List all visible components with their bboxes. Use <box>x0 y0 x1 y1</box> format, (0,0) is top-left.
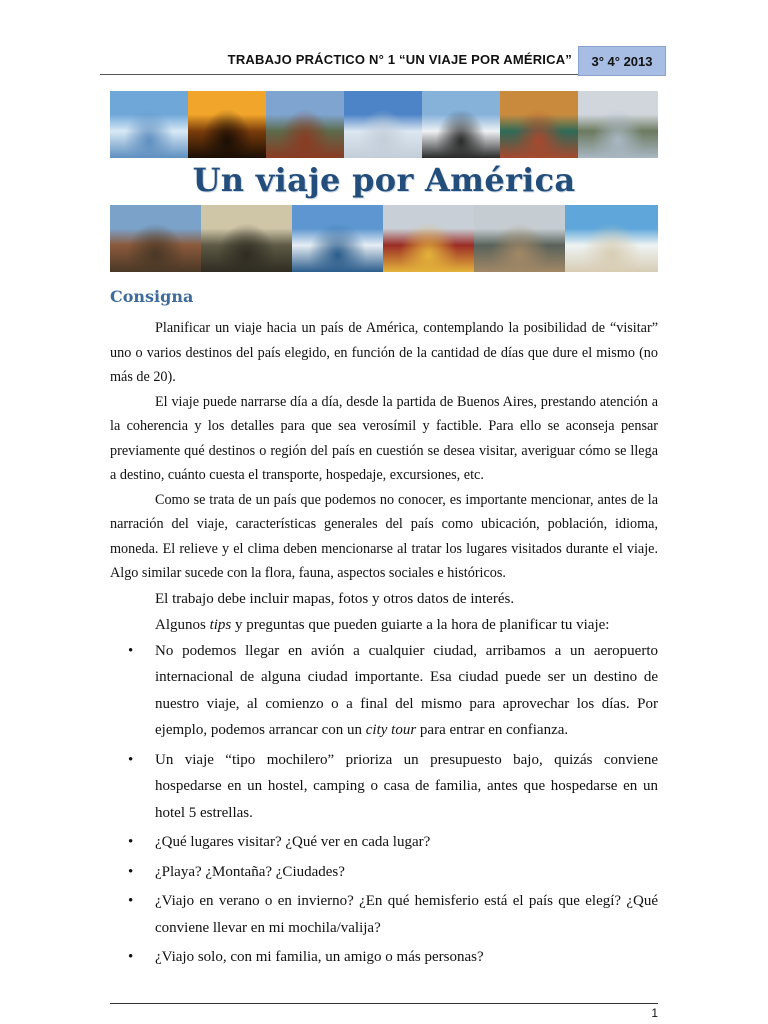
motorcycle-photo <box>422 91 500 158</box>
paragraph-intro: Planificar un viaje hacia un país de América, contemplando la posibilidad de “visitar” uno o varios destinos del país elegido, en función de la cantidad de días que dure el mismo (no más de 20). <box>110 320 658 385</box>
banner-top-photos <box>110 91 658 158</box>
tip-text: ¿Qué lugares visitar? ¿Qué ver en cada lugar? <box>155 834 431 850</box>
backpackers-photo <box>201 205 292 272</box>
paragraph-tips-intro <box>110 612 658 638</box>
tip-text: No podemos llegar en avión a cualquier ciudad, arribamos a un aeropuerto internacional de alguna ciudad importante. Esa ciudad puede ser un destino de nuestro viaje, al comienzo o a final del mismo para aprovechar los días. Por ejemplo, podemos arrancar con un <box>155 642 658 738</box>
page-number: 1 <box>651 1006 658 1020</box>
mountain-train-photo <box>266 91 344 158</box>
tip-text: ¿Playa? ¿Montaña? ¿Ciudades? <box>155 863 345 880</box>
page-header <box>100 44 666 75</box>
tip-text: ¿Viajo solo, con mi familia, un amigo o más personas? <box>155 949 484 965</box>
bullet-icon: • <box>128 642 134 659</box>
tip-emphasis: city tour <box>365 722 417 738</box>
bullet-icon: • <box>128 949 134 965</box>
footer-divider <box>110 1003 658 1004</box>
photographer-sunset-photo <box>188 91 266 158</box>
bullet-icon: • <box>128 751 134 768</box>
tips-intro-rest: y preguntas que pueden guiarte a la hora de planificar tu viaje: <box>231 616 610 633</box>
banner-bottom-photos <box>110 205 658 272</box>
tip-item <box>110 829 658 856</box>
bullet-icon: • <box>128 893 134 909</box>
tips-intro-text: Algunos <box>155 616 210 633</box>
tip-item <box>110 747 658 827</box>
salt-flat-photo <box>344 91 422 158</box>
document-title: TRABAJO PRÁCTICO N° 1 “UN VIAJE POR AMÉRICA” <box>227 52 572 67</box>
course-year-badge: 3° 4° 2013 <box>578 46 666 76</box>
canyon-hiker-photo <box>110 205 201 272</box>
travel-banner <box>110 91 658 272</box>
waterfall-photo <box>578 91 658 158</box>
tip-item <box>110 888 658 941</box>
tips-list <box>110 638 658 971</box>
bullet-icon: • <box>128 834 134 850</box>
tips-word: tips <box>209 616 232 633</box>
tip-item <box>110 638 658 744</box>
city-street-photo <box>383 205 474 272</box>
paragraph-requirements: El trabajo debe incluir mapas, fotos y otros datos de interés. <box>155 590 515 607</box>
paragraph-narration: El viaje puede narrarse día a día, desde la partida de Buenos Aires, prestando atención a la coherencia y los detalles para que sea verosímil y factible. Para ello se aconseja pensar previamente qué destinos o región del país en cuestión se desea visitar, averiguar cómo se llega a destino, cuánto cuesta el transporte, hospedaje, excursiones, etc. <box>110 393 658 483</box>
tip-text: ¿Viajo en verano o en invierno? ¿En qué hemisferio está el país que elegí? ¿Qué conviene llevar en mi mochila/valija? <box>155 893 658 936</box>
mountain-lake-photo <box>292 205 383 272</box>
colonial-balconies-photo <box>500 91 578 158</box>
tip-text-rest: para entrar en confianza. <box>416 722 569 738</box>
section-heading: Consigna <box>110 287 194 306</box>
tip-item <box>110 859 658 886</box>
assignment-body <box>110 316 658 974</box>
beach-couple-photo <box>565 205 658 272</box>
tip-text: Un viaje “tipo mochilero” prioriza un presupuesto bajo, quizás conviene hospedarse en un hostel, camping o casa de familia, antes que hospedarse en un hotel 5 estrellas. <box>155 751 658 821</box>
llama-photo <box>474 205 565 272</box>
airplane-photo <box>110 91 188 158</box>
tip-item <box>110 944 658 971</box>
banner-title: Un viaje por América <box>192 161 576 199</box>
paragraph-country-features: Como se trata de un país que podemos no conocer, es importante mencionar, antes de la narración del viaje, características generales del país como ubicación, población, idioma, moneda. El relieve y el clima deben mencionarse al tratar los lugares visitados durante el viaje. Algo similar sucede con la flora, fauna, aspectos sociales e históricos. <box>110 491 658 581</box>
bullet-icon: • <box>128 863 134 880</box>
